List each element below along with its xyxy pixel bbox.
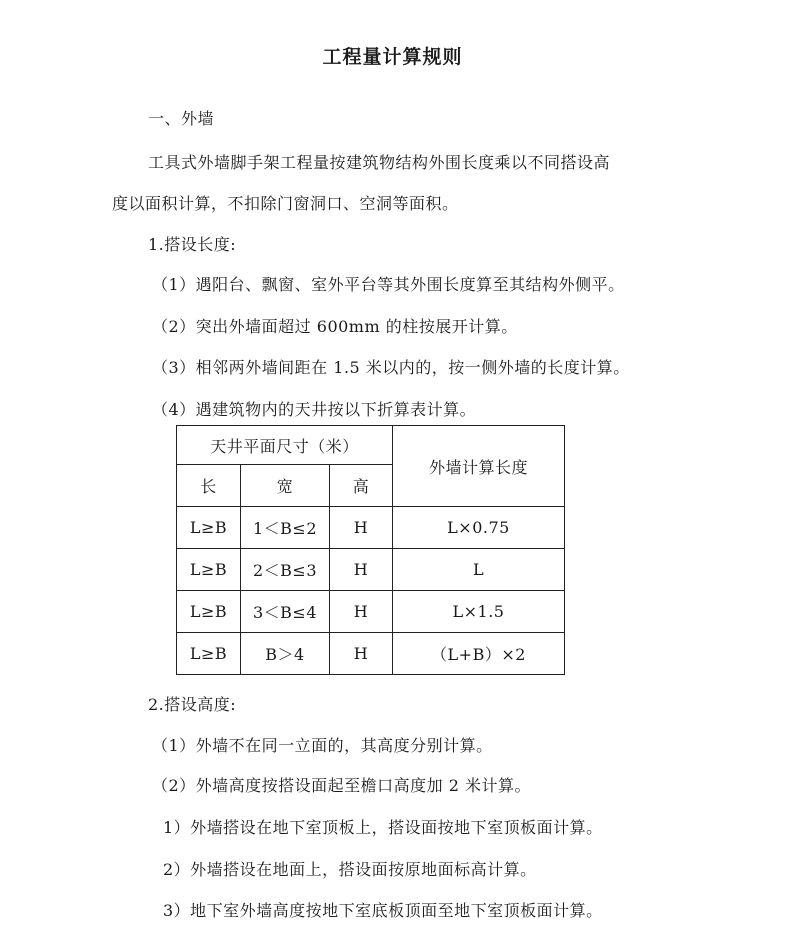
sub-item-1: 1）外墙搭设在地下室顶板上，搭设面按地下室顶板面计算。 [163, 818, 603, 837]
cell-width: B＞4 [241, 633, 330, 675]
cell-length: L≥B [177, 633, 241, 675]
heading-erection-length: 1.搭设长度: [148, 235, 237, 254]
table-header-width: 宽 [241, 465, 330, 507]
cell-result: （L+B）×2 [393, 633, 565, 675]
sub-item-2: 2）外墙搭设在地面上，搭设面按原地面标高计算。 [163, 860, 537, 879]
cell-length: L≥B [177, 549, 241, 591]
page-title: 工程量计算规则 [322, 46, 463, 68]
cell-width: 1＜B≤2 [241, 507, 330, 549]
cell-height: H [330, 591, 393, 633]
cell-width: 2＜B≤3 [241, 549, 330, 591]
cell-height: H [330, 633, 393, 675]
table-row [177, 633, 565, 675]
table-row [177, 507, 565, 549]
length-item-3: （3）相邻两外墙间距在 1.5 米以内的，按一侧外墙的长度计算。 [152, 358, 630, 377]
height-item-1: （1）外墙不在同一立面的，其高度分别计算。 [152, 736, 493, 755]
cell-length: L≥B [177, 591, 241, 633]
cell-result: L [393, 549, 565, 591]
paragraph-line-1: 工具式外墙脚手架工程量按建筑物结构外围长度乘以不同搭设高 [148, 153, 611, 172]
table-header-result: 外墙计算长度 [393, 426, 565, 507]
height-item-2: （2）外墙高度按搭设面起至檐口高度加 2 米计算。 [152, 776, 532, 795]
cell-height: H [330, 507, 393, 549]
table-row [177, 591, 565, 633]
table-header-length: 长 [177, 465, 241, 507]
heading-erection-height: 2.搭设高度: [148, 695, 237, 714]
length-item-4: （4）遇建筑物内的天井按以下折算表计算。 [152, 400, 477, 419]
sub-item-3: 3）地下室外墙高度按地下室底板顶面至地下室顶板面计算。 [163, 901, 603, 920]
paragraph-line-2: 度以面积计算，不扣除门窗洞口、空洞等面积。 [112, 194, 459, 213]
length-item-1: （1）遇阳台、飘窗、室外平台等其外围长度算至其结构外侧平。 [152, 275, 625, 294]
table-header-height: 高 [330, 465, 393, 507]
length-item-2: （2）突出外墙面超过 600mm 的柱按展开计算。 [152, 317, 518, 336]
cell-result: L×1.5 [393, 591, 565, 633]
courtyard-conversion-table [176, 425, 565, 675]
cell-length: L≥B [177, 507, 241, 549]
section-heading-exterior-wall: 一、外墙 [148, 109, 215, 128]
table-group-header: 天井平面尺寸（米） [177, 426, 393, 465]
cell-width: 3＜B≤4 [241, 591, 330, 633]
cell-result: L×0.75 [393, 507, 565, 549]
cell-height: H [330, 549, 393, 591]
table-row [177, 549, 565, 591]
